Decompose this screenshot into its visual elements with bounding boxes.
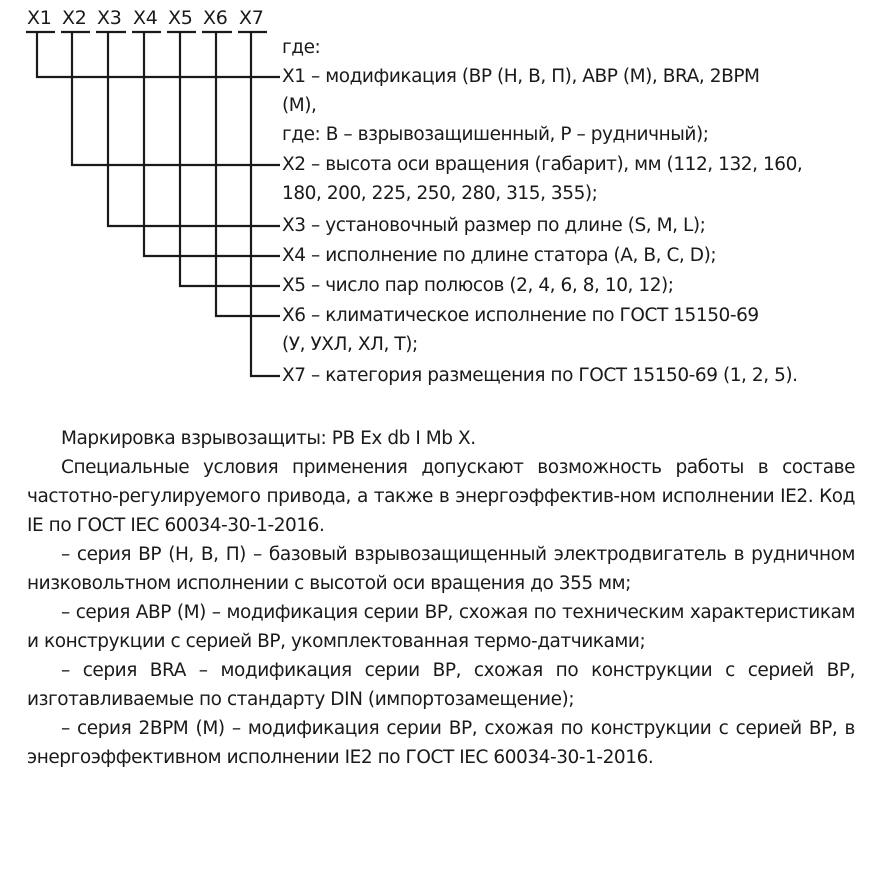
legend-x3: X3 – установочный размер по длине (S, M, L); xyxy=(282,215,706,236)
series-bra-paragraph: – серия BRA – модификация серии ВР, схожая по конструкции с серией ВР, изготавливаемые по стандарту DIN (импортозамещение); xyxy=(27,660,855,710)
legend-x1-line1: X1 – модификация (ВР (Н, В, П), АВР (М), BRA, 2ВРМ xyxy=(282,66,760,87)
legend-x7: X7 – категория размещения по ГОСТ 15150-69 (1, 2, 5). xyxy=(282,365,798,386)
series-vr-paragraph: – серия ВР (Н, В, П) – базовый взрывозащищенный электродвигатель в рудничном низковольтном исполнении с высотой оси вращения до 355 мм; xyxy=(27,544,855,594)
legend-x2-line1: X2 – высота оси вращения (габарит), мм (112, 132, 160, xyxy=(282,154,803,175)
legend-x6-line1: X6 – климатическое исполнение по ГОСТ 15150-69 xyxy=(282,305,759,326)
code-x2: X2 xyxy=(62,7,87,29)
legend-x2-line2: 180, 200, 225, 250, 280, 315, 355); xyxy=(282,183,598,204)
code-x4: X4 xyxy=(133,7,158,29)
marking-paragraph: Маркировка взрывозащиты: PB Ex db I Mb X. xyxy=(61,428,476,449)
legend-x5: X5 – число пар полюсов (2, 4, 6, 8, 10, 12); xyxy=(282,275,674,296)
code-x1: X1 xyxy=(27,7,52,29)
legend-where: где: xyxy=(282,37,321,58)
code-x7: X7 xyxy=(239,7,264,29)
code-x3: X3 xyxy=(97,7,122,29)
body-text xyxy=(27,424,855,772)
code-x5: X5 xyxy=(168,7,193,29)
legend-x1-line2: (М), xyxy=(282,95,317,116)
special-conditions-paragraph: Специальные условия применения допускают возможность работы в составе частотно-регулируемого привода, а также в энергоэффектив-ном исполнении IE2. Код IE по ГОСТ IEC 60034-30-1-2016. xyxy=(27,457,855,536)
legend-x6-line2: (У, УХЛ, ХЛ, Т); xyxy=(282,334,418,355)
legend-x1-line3: где: В – взрывозащишенный, Р – рудничный); xyxy=(282,124,709,145)
legend-x4: X4 – исполнение по длине статора (A, B, C, D); xyxy=(282,245,717,266)
code-x6: X6 xyxy=(203,7,228,29)
series-2vrm-paragraph: – серия 2ВРМ (М) – модификация серии ВР, схожая по конструкции с серией ВР, в энергоэффективном исполнении IE2 по ГОСТ IEC 60034-30-1-2016. xyxy=(27,718,855,768)
series-avr-paragraph: – серия АВР (М) – модификация серии ВР, схожая по техническим характеристикам и конструкции с серией ВР, укомплектованная термо-датчиками; xyxy=(27,602,855,652)
